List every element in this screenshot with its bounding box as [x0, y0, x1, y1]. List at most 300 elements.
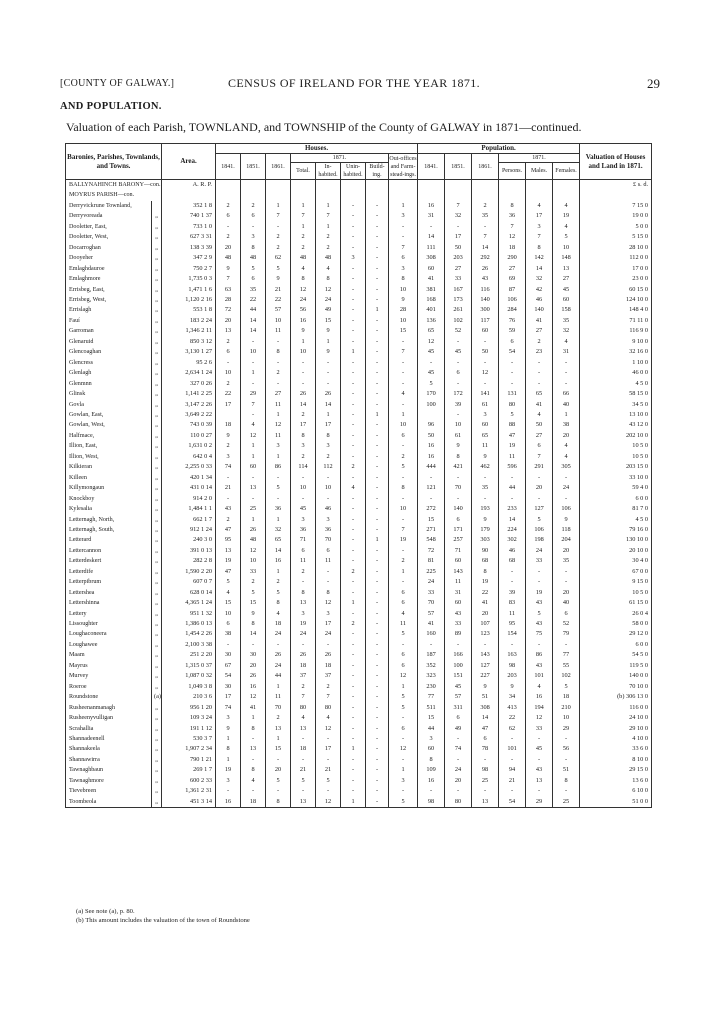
- area-cell: 1,631 0 2: [162, 441, 216, 451]
- pop-1841-cell: 308: [418, 253, 445, 263]
- pop-1851-cell: 151: [445, 671, 472, 681]
- houses-building-cell: -: [366, 243, 389, 253]
- pop-1861-cell: 61: [472, 400, 499, 410]
- valuation-cell: 5 0 0: [580, 222, 652, 232]
- pop-1861-cell: 20: [472, 609, 499, 619]
- table-row: [66, 724, 652, 734]
- houses-1851-cell: -: [241, 734, 266, 744]
- males-cell: 101: [526, 671, 553, 681]
- houses-inhabited-cell: -: [316, 640, 341, 650]
- houses-1841-cell: 67: [216, 661, 241, 671]
- houses-1841-cell: 19: [216, 556, 241, 566]
- houses-1861-cell: 57: [266, 305, 291, 315]
- males-cell: 7: [526, 452, 553, 462]
- ditto-mark: „: [152, 211, 162, 221]
- table-row: [66, 441, 652, 451]
- houses-total-cell: 1: [291, 201, 316, 211]
- outoffices-cell: -: [389, 337, 418, 347]
- ditto-mark: „: [152, 347, 162, 357]
- males-cell: 14: [526, 264, 553, 274]
- males-cell: 13: [526, 776, 553, 786]
- persons-cell: 21: [499, 776, 526, 786]
- pop-1861-cell: 11: [472, 441, 499, 451]
- houses-inhabited-cell: 12: [316, 724, 341, 734]
- persons-cell: 12: [499, 232, 526, 242]
- area-cell: 451 3 14: [162, 797, 216, 808]
- pop-1851-cell: 70: [445, 483, 472, 493]
- houses-total-cell: 1: [291, 337, 316, 347]
- outoffices-cell: 15: [389, 326, 418, 336]
- males-cell: -: [526, 577, 553, 587]
- valuation-cell: 79 16 0: [580, 525, 652, 535]
- houses-1851-cell: 12: [241, 546, 266, 556]
- houses-building-cell: -: [366, 765, 389, 775]
- persons-cell: 94: [499, 765, 526, 775]
- area-cell: 4,365 1 24: [162, 598, 216, 608]
- persons-cell: 302: [499, 535, 526, 545]
- houses-1851-cell: -: [241, 358, 266, 368]
- ditto-mark: „: [152, 713, 162, 723]
- houses-1851-cell: 12: [241, 431, 266, 441]
- townland-name: Lissoughter: [66, 619, 152, 629]
- pop-1841-cell: 60: [418, 744, 445, 754]
- townland-name: Garroman: [66, 326, 152, 336]
- houses-1861-cell: 5: [266, 264, 291, 274]
- males-cell: -: [526, 368, 553, 378]
- houses-inhabited-cell: 4: [316, 264, 341, 274]
- footnotes: [76, 908, 250, 925]
- table-row: [66, 515, 652, 525]
- houses-1851-cell: 44: [241, 305, 266, 315]
- females-cell: 4: [553, 337, 580, 347]
- pop-1841-cell: 72: [418, 546, 445, 556]
- females-cell: 102: [553, 671, 580, 681]
- ditto-mark: „: [152, 326, 162, 336]
- table-row: [66, 264, 652, 274]
- houses-inhabited-cell: 1: [316, 201, 341, 211]
- pop-1851-cell: 24: [445, 765, 472, 775]
- houses-building-cell: -: [366, 619, 389, 629]
- valuation-cell: 13 10 0: [580, 410, 652, 420]
- houses-building-cell: -: [366, 525, 389, 535]
- females-cell: 35: [553, 556, 580, 566]
- males-cell: 24: [526, 546, 553, 556]
- table-row: [66, 305, 652, 315]
- townland-name: Murvey: [66, 671, 152, 681]
- outoffices-cell: 6: [389, 661, 418, 671]
- pop-1851-cell: -: [445, 640, 472, 650]
- townland-name: Loughaconeera: [66, 629, 152, 639]
- houses-uninhabited-cell: 3: [341, 253, 366, 263]
- ditto-mark: „: [152, 452, 162, 462]
- houses-1841-cell: 48: [216, 253, 241, 263]
- males-cell: 32: [526, 274, 553, 284]
- area-cell: 420 1 34: [162, 473, 216, 483]
- females-cell: 18: [553, 692, 580, 702]
- pop-1851-cell: -: [445, 734, 472, 744]
- houses-uninhabited-cell: -: [341, 692, 366, 702]
- houses-1841-cell: 2: [216, 232, 241, 242]
- pop-1861-cell: 143: [472, 650, 499, 660]
- ditto-mark: „: [152, 671, 162, 681]
- townland-name: Govla: [66, 400, 152, 410]
- ditto-mark: „: [152, 305, 162, 315]
- pop-1861-cell: 308: [472, 703, 499, 713]
- houses-building-cell: -: [366, 724, 389, 734]
- area-cell: 530 3 7: [162, 734, 216, 744]
- townland-name: Letterdeskert: [66, 556, 152, 566]
- townland-name: Dooyeher: [66, 253, 152, 263]
- table-row: [66, 462, 652, 472]
- males-cell: 46: [526, 295, 553, 305]
- townland-name: Rusheenanmanagh: [66, 703, 152, 713]
- pop-1841-cell: 81: [418, 556, 445, 566]
- houses-1851-cell: 9: [241, 609, 266, 619]
- valuation-cell: 71 11 0: [580, 316, 652, 326]
- males-cell: 43: [526, 598, 553, 608]
- persons-cell: 413: [499, 703, 526, 713]
- townland-name: Tievebreen: [66, 786, 152, 796]
- ditto-mark: „: [152, 420, 162, 430]
- houses-1851-cell: 1: [241, 515, 266, 525]
- pop-1851-cell: 140: [445, 504, 472, 514]
- houses-total-cell: 21: [291, 765, 316, 775]
- houses-uninhabited-cell: -: [341, 755, 366, 765]
- outoffices-cell: 1: [389, 410, 418, 420]
- females-cell: 10: [553, 243, 580, 253]
- females-cell: 305: [553, 462, 580, 472]
- col-header-name: Baronies, Parishes, Townlands, and Towns.: [66, 144, 162, 180]
- houses-uninhabited-cell: -: [341, 515, 366, 525]
- pop-1841-cell: 323: [418, 671, 445, 681]
- pop-1851-cell: 421: [445, 462, 472, 472]
- houses-1851-cell: 2: [241, 201, 266, 211]
- houses-total-cell: 71: [291, 535, 316, 545]
- houses-1841-cell: 74: [216, 462, 241, 472]
- houses-total-cell: 7: [291, 692, 316, 702]
- outoffices-cell: -: [389, 640, 418, 650]
- table-row: [66, 692, 652, 702]
- valuation-cell: 29 10 0: [580, 724, 652, 734]
- houses-total-cell: 9: [291, 326, 316, 336]
- houses-uninhabited-cell: -: [341, 368, 366, 378]
- area-cell: 3,147 2 26: [162, 400, 216, 410]
- houses-1851-cell: 8: [241, 243, 266, 253]
- houses-1861-cell: 24: [266, 629, 291, 639]
- table-row: [66, 629, 652, 639]
- houses-1841-cell: 17: [216, 400, 241, 410]
- persons-cell: 7: [499, 222, 526, 232]
- outoffices-cell: 1: [389, 765, 418, 775]
- valuation-cell: 124 10 0: [580, 295, 652, 305]
- ditto-mark: „: [152, 473, 162, 483]
- males-cell: 17: [526, 211, 553, 221]
- valuation-cell: 5 15 0: [580, 232, 652, 242]
- houses-building-cell: 1: [366, 535, 389, 545]
- females-cell: 24: [553, 483, 580, 493]
- pop-1851-cell: -: [445, 494, 472, 504]
- houses-total-cell: 2: [291, 232, 316, 242]
- valuation-cell: 116 0 0: [580, 703, 652, 713]
- table-row: [66, 661, 652, 671]
- pop-1841-cell: 44: [418, 724, 445, 734]
- houses-uninhabited-cell: -: [341, 316, 366, 326]
- houses-inhabited-cell: 24: [316, 295, 341, 305]
- valuation-cell: 33 6 0: [580, 744, 652, 754]
- houses-building-cell: -: [366, 389, 389, 399]
- pop-1861-cell: 227: [472, 671, 499, 681]
- persons-cell: 69: [499, 274, 526, 284]
- males-cell: -: [526, 473, 553, 483]
- valuation-cell: 7 15 0: [580, 201, 652, 211]
- houses-1851-cell: -: [241, 222, 266, 232]
- houses-1851-cell: 10: [241, 347, 266, 357]
- houses-total-cell: 48: [291, 253, 316, 263]
- pop-1861-cell: 25: [472, 776, 499, 786]
- houses-building-cell: -: [366, 598, 389, 608]
- outoffices-cell: -: [389, 368, 418, 378]
- outoffices-cell: -: [389, 358, 418, 368]
- persons-cell: 54: [499, 347, 526, 357]
- valuation-cell: 1 10 0: [580, 358, 652, 368]
- houses-inhabited-cell: 15: [316, 316, 341, 326]
- females-cell: 66: [553, 389, 580, 399]
- houses-inhabited-cell: 9: [316, 326, 341, 336]
- houses-inhabited-cell: 6: [316, 546, 341, 556]
- pop-1861-cell: 90: [472, 546, 499, 556]
- houses-inhabited-cell: -: [316, 379, 341, 389]
- outoffices-cell: -: [389, 734, 418, 744]
- houses-1841-cell: 28: [216, 295, 241, 305]
- pop-1851-cell: 31: [445, 588, 472, 598]
- houses-1851-cell: 13: [241, 744, 266, 754]
- table-row: [66, 420, 652, 430]
- outoffices-cell: 28: [389, 305, 418, 315]
- females-cell: 40: [553, 400, 580, 410]
- males-cell: 3: [526, 222, 553, 232]
- females-cell: 10: [553, 713, 580, 723]
- outoffices-cell: 1: [389, 682, 418, 692]
- houses-1841-cell: 2: [216, 201, 241, 211]
- ditto-mark: „: [152, 243, 162, 253]
- table-row: [66, 671, 652, 681]
- pop-1861-cell: 50: [472, 347, 499, 357]
- col-header-pop-1861: 1861.: [472, 154, 499, 180]
- outoffices-cell: 2: [389, 556, 418, 566]
- pop-1861-cell: 300: [472, 305, 499, 315]
- males-cell: -: [526, 755, 553, 765]
- houses-1851-cell: 41: [241, 703, 266, 713]
- houses-1861-cell: 12: [266, 420, 291, 430]
- outoffices-cell: -: [389, 494, 418, 504]
- houses-total-cell: 56: [291, 305, 316, 315]
- table-row: [66, 243, 652, 253]
- males-cell: -: [526, 494, 553, 504]
- houses-total-cell: -: [291, 755, 316, 765]
- townland-name: Glencress: [66, 358, 152, 368]
- persons-cell: -: [499, 494, 526, 504]
- table-row: [66, 358, 652, 368]
- houses-inhabited-cell: 46: [316, 504, 341, 514]
- houses-inhabited-cell: 2: [316, 243, 341, 253]
- pop-1841-cell: 57: [418, 609, 445, 619]
- houses-1861-cell: 7: [266, 211, 291, 221]
- table-row: [66, 546, 652, 556]
- ditto-mark: „: [152, 232, 162, 242]
- houses-1861-cell: 32: [266, 525, 291, 535]
- valuation-cell: 46 0 0: [580, 368, 652, 378]
- houses-1851-cell: 3: [241, 232, 266, 242]
- houses-total-cell: -: [291, 577, 316, 587]
- pop-1841-cell: 170: [418, 389, 445, 399]
- houses-1861-cell: 1: [266, 201, 291, 211]
- area-cell: 1,315 0 37: [162, 661, 216, 671]
- houses-building-cell: -: [366, 452, 389, 462]
- males-cell: 8: [526, 243, 553, 253]
- houses-1841-cell: 9: [216, 724, 241, 734]
- pop-1861-cell: 127: [472, 661, 499, 671]
- houses-1851-cell: 6: [241, 211, 266, 221]
- females-cell: 1: [553, 410, 580, 420]
- houses-inhabited-cell: 8: [316, 274, 341, 284]
- houses-inhabited-cell: 8: [316, 588, 341, 598]
- persons-cell: 203: [499, 671, 526, 681]
- pop-1851-cell: 43: [445, 609, 472, 619]
- area-cell: 628 0 14: [162, 588, 216, 598]
- table-row: [66, 609, 652, 619]
- ditto-mark: „: [152, 744, 162, 754]
- pop-1861-cell: 60: [472, 420, 499, 430]
- persons-cell: 88: [499, 420, 526, 430]
- townland-name: Tawnaghmore: [66, 776, 152, 786]
- houses-1861-cell: -: [266, 755, 291, 765]
- males-cell: 6: [526, 441, 553, 451]
- pop-1851-cell: 6: [445, 368, 472, 378]
- houses-1861-cell: 1: [266, 682, 291, 692]
- houses-1851-cell: 16: [241, 682, 266, 692]
- valuation-cell: 32 16 0: [580, 347, 652, 357]
- houses-inhabited-cell: -: [316, 567, 341, 577]
- houses-total-cell: 8: [291, 431, 316, 441]
- houses-inhabited-cell: -: [316, 368, 341, 378]
- houses-building-cell: -: [366, 379, 389, 389]
- houses-1861-cell: 1: [266, 515, 291, 525]
- houses-1861-cell: 16: [266, 556, 291, 566]
- persons-cell: 163: [499, 650, 526, 660]
- pop-1841-cell: 109: [418, 765, 445, 775]
- houses-total-cell: -: [291, 358, 316, 368]
- females-cell: -: [553, 567, 580, 577]
- houses-inhabited-cell: 70: [316, 535, 341, 545]
- outoffices-cell: 5: [389, 692, 418, 702]
- pop-1841-cell: 225: [418, 567, 445, 577]
- houses-uninhabited-cell: -: [341, 420, 366, 430]
- males-cell: -: [526, 640, 553, 650]
- area-cell: 431 0 14: [162, 483, 216, 493]
- houses-inhabited-cell: 49: [316, 305, 341, 315]
- houses-1841-cell: 10: [216, 368, 241, 378]
- houses-1841-cell: 9: [216, 431, 241, 441]
- pop-1851-cell: 102: [445, 316, 472, 326]
- houses-total-cell: 10: [291, 483, 316, 493]
- houses-1851-cell: 14: [241, 316, 266, 326]
- pop-1851-cell: 100: [445, 661, 472, 671]
- houses-1851-cell: 2: [241, 577, 266, 587]
- col-header-population: Population.: [418, 144, 580, 154]
- males-cell: -: [526, 379, 553, 389]
- table-row: [66, 285, 652, 295]
- houses-inhabited-cell: 24: [316, 629, 341, 639]
- ditto-mark: „: [152, 431, 162, 441]
- houses-1861-cell: 27: [266, 389, 291, 399]
- pop-1851-cell: -: [445, 755, 472, 765]
- ditto-mark: „: [152, 682, 162, 692]
- townland-name: Emlaghdauroe: [66, 264, 152, 274]
- townland-name: Dooletter, West,: [66, 232, 152, 242]
- houses-1841-cell: 20: [216, 243, 241, 253]
- persons-cell: 76: [499, 316, 526, 326]
- pop-1841-cell: 45: [418, 368, 445, 378]
- houses-uninhabited-cell: -: [341, 650, 366, 660]
- houses-1851-cell: 35: [241, 285, 266, 295]
- houses-inhabited-cell: 21: [316, 765, 341, 775]
- houses-total-cell: 10: [291, 347, 316, 357]
- pop-1841-cell: 24: [418, 577, 445, 587]
- houses-1861-cell: 2: [266, 243, 291, 253]
- pop-1851-cell: 171: [445, 525, 472, 535]
- houses-1841-cell: 13: [216, 546, 241, 556]
- persons-cell: -: [499, 640, 526, 650]
- houses-1861-cell: -: [266, 358, 291, 368]
- houses-1851-cell: -: [241, 410, 266, 420]
- outoffices-cell: 6: [389, 431, 418, 441]
- houses-1841-cell: 16: [216, 797, 241, 808]
- townland-name: Lettercannon: [66, 546, 152, 556]
- townland-name: Tawnaghbaun: [66, 765, 152, 775]
- houses-building-cell: -: [366, 462, 389, 472]
- houses-building-cell: -: [366, 609, 389, 619]
- outoffices-cell: 3: [389, 264, 418, 274]
- townland-name: Letterdife: [66, 567, 152, 577]
- persons-cell: 87: [499, 285, 526, 295]
- area-cell: 914 2 0: [162, 494, 216, 504]
- area-cell: 210 3 6: [162, 692, 216, 702]
- houses-inhabited-cell: 7: [316, 692, 341, 702]
- townland-name: Shannakeela: [66, 744, 152, 754]
- ditto-mark: „: [152, 567, 162, 577]
- pop-1841-cell: -: [418, 473, 445, 483]
- houses-1851-cell: 18: [241, 797, 266, 808]
- valuation-cell: 43 12 0: [580, 420, 652, 430]
- houses-1851-cell: -: [241, 786, 266, 796]
- houses-total-cell: 80: [291, 703, 316, 713]
- pop-1861-cell: 51: [472, 692, 499, 702]
- outoffices-cell: 1: [389, 567, 418, 577]
- persons-cell: 101: [499, 744, 526, 754]
- houses-uninhabited-cell: -: [341, 671, 366, 681]
- males-cell: 7: [526, 232, 553, 242]
- footnote-a: (a) See note (a), p. 80.: [76, 908, 135, 915]
- pop-1851-cell: 74: [445, 744, 472, 754]
- col-header-area: Area.: [162, 144, 216, 180]
- females-cell: -: [553, 358, 580, 368]
- houses-building-cell: -: [366, 515, 389, 525]
- pop-1841-cell: 77: [418, 692, 445, 702]
- houses-building-cell: -: [366, 201, 389, 211]
- females-cell: 20: [553, 431, 580, 441]
- col-header-pop-1851: 1851.: [445, 154, 472, 180]
- houses-1861-cell: -: [266, 494, 291, 504]
